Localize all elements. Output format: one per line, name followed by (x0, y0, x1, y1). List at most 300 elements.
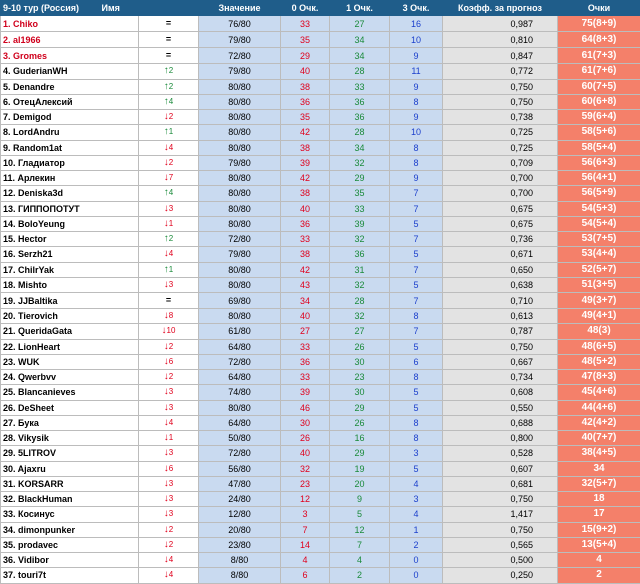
arrow-down-icon: ↓ (164, 417, 169, 428)
table-row (1, 186, 640, 201)
value-cell: 20/80 (199, 522, 281, 537)
value-cell: 8/80 (199, 553, 281, 568)
rank-change-amount: 1 (169, 127, 173, 136)
score-cell: 47(8+3) (558, 370, 640, 385)
score-cell: 61(7+3) (558, 48, 640, 64)
three-points-cell: 5 (390, 277, 443, 292)
table-row (1, 553, 640, 568)
table-row (1, 110, 640, 125)
three-points-cell: 5 (390, 216, 443, 231)
coefficient-cell: 0,681 (443, 476, 558, 491)
arrow-down-icon: ↓ (164, 218, 169, 229)
rank-change-amount: 3 (169, 448, 173, 457)
equal-sign: = (166, 34, 171, 44)
player-name: 12. Deniska3d (1, 186, 139, 201)
rank-change (139, 461, 199, 476)
rank-change (139, 507, 199, 522)
player-name: 33. Косинус (1, 507, 139, 522)
value-cell: 80/80 (199, 110, 281, 125)
rank-change (139, 32, 199, 48)
player-name: 11. Арлекин (1, 171, 139, 186)
rank-change (139, 537, 199, 552)
rank-change (139, 277, 199, 292)
rank-change-amount: 4 (169, 188, 173, 197)
one-point-cell: 28 (330, 64, 390, 79)
three-points-cell: 7 (390, 293, 443, 309)
score-cell: 54(5+4) (558, 216, 640, 231)
zero-points-cell: 38 (281, 79, 330, 94)
three-points-cell: 5 (390, 461, 443, 476)
rank-change-amount: 3 (169, 280, 173, 289)
table-row (1, 201, 640, 216)
rank-change-amount: 8 (169, 311, 173, 320)
zero-points-cell: 23 (281, 476, 330, 491)
value-cell: 80/80 (199, 94, 281, 109)
arrow-down-icon: ↓ (164, 569, 169, 580)
rank-change-amount: 2 (169, 158, 173, 167)
zero-points-cell: 32 (281, 461, 330, 476)
player-name: 1. Chiko (1, 16, 139, 32)
one-point-cell: 33 (330, 201, 390, 216)
three-points-cell: 8 (390, 415, 443, 430)
zero-points-cell: 30 (281, 415, 330, 430)
score-cell: 17 (558, 507, 640, 522)
one-point-cell: 32 (330, 232, 390, 247)
player-name: 17. ChilrYak (1, 262, 139, 277)
player-name: 30. Ajaxru (1, 461, 139, 476)
rank-change-amount: 2 (169, 372, 173, 381)
arrow-down-icon: ↓ (164, 386, 169, 397)
score-cell: 2 (558, 568, 640, 583)
three-points-cell: 5 (390, 385, 443, 400)
equal-sign: = (166, 18, 171, 28)
arrow-down-icon: ↓ (164, 539, 169, 550)
zero-points-cell: 36 (281, 354, 330, 369)
score-cell: 38(4+5) (558, 446, 640, 461)
coefficient-cell: 0,736 (443, 232, 558, 247)
player-name: 32. BlackHuman (1, 492, 139, 507)
player-name: 6. ОтецАлексий (1, 94, 139, 109)
table-row (1, 476, 640, 491)
three-points-cell: 8 (390, 94, 443, 109)
coefficient-cell: 0,710 (443, 293, 558, 309)
header-row (1, 1, 640, 16)
one-point-cell: 39 (330, 216, 390, 231)
arrow-down-icon: ↓ (164, 447, 169, 458)
arrow-down-icon: ↓ (164, 478, 169, 489)
player-name: 26. DeSheet (1, 400, 139, 415)
table-row (1, 400, 640, 415)
rank-change (139, 476, 199, 491)
rank-change-amount: 1 (169, 433, 173, 442)
score-cell: 56(5+9) (558, 186, 640, 201)
zero-points-cell: 36 (281, 216, 330, 231)
arrow-down-icon: ↓ (164, 248, 169, 259)
rank-change (139, 522, 199, 537)
three-points-column-header: 3 Очк. (390, 1, 443, 16)
score-cell: 45(4+6) (558, 385, 640, 400)
score-cell: 56(4+1) (558, 171, 640, 186)
score-cell: 53(7+5) (558, 232, 640, 247)
score-cell: 60(6+8) (558, 94, 640, 109)
coefficient-cell: 0,847 (443, 48, 558, 64)
player-name: 8. LordAndru (1, 125, 139, 140)
coefficient-cell: 0,800 (443, 431, 558, 446)
arrow-down-icon: ↓ (164, 279, 169, 290)
value-cell: 72/80 (199, 48, 281, 64)
arrow-down-icon: ↓ (164, 142, 169, 153)
three-points-cell: 7 (390, 186, 443, 201)
player-name: 36. Vidibor (1, 553, 139, 568)
rank-change-amount: 2 (169, 525, 173, 534)
player-name: 15. Hector (1, 232, 139, 247)
one-point-cell: 9 (330, 492, 390, 507)
arrow-down-icon: ↓ (164, 341, 169, 352)
coefficient-cell: 1,417 (443, 507, 558, 522)
player-name: 16. Serzh21 (1, 247, 139, 262)
rank-change (139, 216, 199, 231)
zero-points-cell: 38 (281, 140, 330, 155)
three-points-cell: 9 (390, 171, 443, 186)
player-name: 35. prodavec (1, 537, 139, 552)
player-name: 21. QueridaGata (1, 324, 139, 339)
one-point-cell: 5 (330, 507, 390, 522)
coefficient-cell: 0,750 (443, 522, 558, 537)
rank-change (139, 568, 199, 583)
three-points-cell: 8 (390, 309, 443, 324)
three-points-cell: 16 (390, 16, 443, 32)
rank-change (139, 155, 199, 170)
rank-change (139, 110, 199, 125)
rank-change (139, 492, 199, 507)
value-cell: 8/80 (199, 568, 281, 583)
table-row (1, 48, 640, 64)
coefficient-cell: 0,638 (443, 277, 558, 292)
table-row (1, 339, 640, 354)
rank-change-amount: 3 (169, 403, 173, 412)
three-points-cell: 10 (390, 125, 443, 140)
player-name: 10. Гладиатор (1, 155, 139, 170)
one-point-cell: 36 (330, 94, 390, 109)
player-name: 28. Vikysik (1, 431, 139, 446)
zero-points-cell: 39 (281, 155, 330, 170)
rank-change-amount: 4 (169, 418, 173, 427)
rank-change (139, 309, 199, 324)
value-cell: 12/80 (199, 507, 281, 522)
value-cell: 74/80 (199, 385, 281, 400)
name-column-header: Имя (102, 3, 120, 13)
coefficient-cell: 0,667 (443, 354, 558, 369)
arrow-down-icon: ↓ (164, 524, 169, 535)
one-point-cell: 20 (330, 476, 390, 491)
score-cell: 18 (558, 492, 640, 507)
rank-change-amount: 10 (167, 326, 176, 335)
zero-points-cell: 40 (281, 201, 330, 216)
score-cell: 34 (558, 461, 640, 476)
table-row (1, 537, 640, 552)
score-cell: 51(3+5) (558, 277, 640, 292)
one-point-cell: 23 (330, 370, 390, 385)
rank-change (139, 370, 199, 385)
three-points-cell: 11 (390, 64, 443, 79)
coefficient-cell: 0,671 (443, 247, 558, 262)
three-points-cell: 8 (390, 431, 443, 446)
player-name: 27. Бука (1, 415, 139, 430)
three-points-cell: 7 (390, 201, 443, 216)
score-cell: 60(7+5) (558, 79, 640, 94)
score-cell: 32(5+7) (558, 476, 640, 491)
value-cell: 80/80 (199, 201, 281, 216)
arrow-down-icon: ↓ (164, 463, 169, 474)
table-row (1, 79, 640, 94)
round-title: 9-10 тур (Россия) (3, 3, 79, 13)
zero-points-cell: 42 (281, 125, 330, 140)
arrow-down-icon: ↓ (164, 310, 169, 321)
zero-points-cell: 35 (281, 32, 330, 48)
one-point-cell: 29 (330, 400, 390, 415)
score-cell: 48(5+2) (558, 354, 640, 369)
zero-points-cell: 42 (281, 262, 330, 277)
value-cell: 80/80 (199, 186, 281, 201)
table-row (1, 247, 640, 262)
one-point-cell: 12 (330, 522, 390, 537)
arrow-down-icon: ↓ (164, 371, 169, 382)
arrow-down-icon: ↓ (164, 493, 169, 504)
zero-points-cell: 3 (281, 507, 330, 522)
table-row (1, 522, 640, 537)
score-cell: 42(4+2) (558, 415, 640, 430)
equal-sign: = (166, 295, 171, 305)
coefficient-cell: 0,608 (443, 385, 558, 400)
zero-points-cell: 34 (281, 293, 330, 309)
player-name: 7. Demigod (1, 110, 139, 125)
coefficient-cell: 0,675 (443, 216, 558, 231)
coefficient-column-header: Коэфф. за прогноз (443, 1, 558, 16)
rank-change (139, 324, 199, 339)
arrow-down-icon: ↓ (164, 432, 169, 443)
score-cell: 58(5+4) (558, 140, 640, 155)
three-points-cell: 3 (390, 446, 443, 461)
rank-change-amount: 2 (169, 66, 173, 75)
zero-points-cell: 33 (281, 370, 330, 385)
value-cell: 80/80 (199, 216, 281, 231)
value-column-header: Значение (199, 1, 281, 16)
rank-change (139, 232, 199, 247)
arrow-up-icon: ↑ (164, 96, 169, 107)
three-points-cell: 1 (390, 522, 443, 537)
table-row (1, 16, 640, 32)
value-cell: 64/80 (199, 415, 281, 430)
player-name: 29. 5LITROV (1, 446, 139, 461)
table-row (1, 125, 640, 140)
one-point-cell: 2 (330, 568, 390, 583)
coefficient-cell: 0,709 (443, 155, 558, 170)
coefficient-cell: 0,650 (443, 262, 558, 277)
value-cell: 80/80 (199, 262, 281, 277)
rank-change-amount: 1 (169, 219, 173, 228)
coefficient-cell: 0,725 (443, 125, 558, 140)
score-cell: 75(8+9) (558, 16, 640, 32)
value-cell: 61/80 (199, 324, 281, 339)
three-points-cell: 8 (390, 155, 443, 170)
score-cell: 4 (558, 553, 640, 568)
three-points-cell: 9 (390, 48, 443, 64)
value-cell: 80/80 (199, 171, 281, 186)
score-cell: 56(6+3) (558, 155, 640, 170)
score-cell: 61(7+6) (558, 64, 640, 79)
three-points-cell: 7 (390, 324, 443, 339)
value-cell: 47/80 (199, 476, 281, 491)
arrow-up-icon: ↑ (164, 264, 169, 275)
table-row (1, 370, 640, 385)
one-point-cell: 30 (330, 385, 390, 400)
rank-change (139, 553, 199, 568)
arrow-up-icon: ↑ (164, 81, 169, 92)
one-point-cell: 34 (330, 32, 390, 48)
coefficient-cell: 0,772 (443, 64, 558, 79)
rank-change-amount: 2 (169, 342, 173, 351)
table-row (1, 309, 640, 324)
coefficient-cell: 0,613 (443, 309, 558, 324)
one-point-cell: 7 (330, 537, 390, 552)
zero-points-cell: 33 (281, 232, 330, 247)
rank-change (139, 293, 199, 309)
rank-change-amount: 3 (169, 479, 173, 488)
one-point-cell: 31 (330, 262, 390, 277)
rank-change (139, 385, 199, 400)
zero-points-cell: 33 (281, 339, 330, 354)
player-name: 24. Qwerbvv (1, 370, 139, 385)
one-point-cell: 32 (330, 309, 390, 324)
three-points-cell: 4 (390, 476, 443, 491)
table-row (1, 492, 640, 507)
value-cell: 80/80 (199, 400, 281, 415)
one-point-cell: 34 (330, 48, 390, 64)
rank-change-amount: 7 (169, 173, 173, 182)
rank-change (139, 140, 199, 155)
value-cell: 69/80 (199, 293, 281, 309)
value-cell: 80/80 (199, 125, 281, 140)
value-cell: 64/80 (199, 339, 281, 354)
one-point-cell: 36 (330, 110, 390, 125)
rank-change-amount: 4 (169, 97, 173, 106)
player-name: 14. BoloYeung (1, 216, 139, 231)
three-points-cell: 5 (390, 247, 443, 262)
three-points-cell: 4 (390, 507, 443, 522)
score-cell: 54(5+3) (558, 201, 640, 216)
one-point-cell: 35 (330, 186, 390, 201)
value-cell: 80/80 (199, 140, 281, 155)
table-row (1, 32, 640, 48)
rank-change (139, 94, 199, 109)
table-row (1, 64, 640, 79)
player-name: 2. al1966 (1, 32, 139, 48)
table-row (1, 568, 640, 583)
rank-change (139, 446, 199, 461)
value-cell: 50/80 (199, 431, 281, 446)
player-name: 19. JJBaltika (1, 293, 139, 309)
table-row (1, 140, 640, 155)
table-row (1, 461, 640, 476)
coefficient-cell: 0,550 (443, 400, 558, 415)
one-point-cell: 4 (330, 553, 390, 568)
three-points-cell: 3 (390, 492, 443, 507)
table-row (1, 507, 640, 522)
rank-change-amount: 6 (169, 357, 173, 366)
table-row (1, 415, 640, 430)
rank-change-amount: 6 (169, 464, 173, 473)
value-cell: 72/80 (199, 232, 281, 247)
one-point-cell: 28 (330, 293, 390, 309)
one-point-cell: 33 (330, 79, 390, 94)
rank-change-amount: 4 (169, 143, 173, 152)
zero-points-cell: 36 (281, 94, 330, 109)
player-name: 34. dimonpunker (1, 522, 139, 537)
score-cell: 40(7+7) (558, 431, 640, 446)
zero-points-cell: 40 (281, 446, 330, 461)
table-row (1, 324, 640, 339)
rank-change (139, 48, 199, 64)
rank-change (139, 262, 199, 277)
rank-change-amount: 1 (169, 265, 173, 274)
zero-points-cell: 27 (281, 324, 330, 339)
coefficient-cell: 0,750 (443, 339, 558, 354)
zero-points-cell: 38 (281, 247, 330, 262)
coefficient-cell: 0,725 (443, 140, 558, 155)
rank-change (139, 125, 199, 140)
equal-sign: = (166, 50, 171, 60)
rank-change (139, 400, 199, 415)
one-point-cell: 26 (330, 339, 390, 354)
coefficient-cell: 0,528 (443, 446, 558, 461)
table-row (1, 385, 640, 400)
coefficient-cell: 0,565 (443, 537, 558, 552)
coefficient-cell: 0,750 (443, 79, 558, 94)
rank-change-amount: 2 (169, 112, 173, 121)
score-cell: 53(4+4) (558, 247, 640, 262)
coefficient-cell: 0,688 (443, 415, 558, 430)
coefficient-cell: 0,987 (443, 16, 558, 32)
score-cell: 64(8+3) (558, 32, 640, 48)
value-cell: 80/80 (199, 277, 281, 292)
player-name: 23. WUK (1, 354, 139, 369)
round-title-header (1, 1, 139, 16)
one-point-cell: 16 (330, 431, 390, 446)
coefficient-cell: 0,734 (443, 370, 558, 385)
rank-change (139, 415, 199, 430)
arrow-down-icon: ↓ (164, 356, 169, 367)
zero-points-cell: 12 (281, 492, 330, 507)
three-points-cell: 0 (390, 553, 443, 568)
player-name: 18. Mishto (1, 277, 139, 292)
player-name: 37. touri7t (1, 568, 139, 583)
rank-change-amount: 3 (169, 509, 173, 518)
one-point-cell: 27 (330, 16, 390, 32)
zero-points-cell: 7 (281, 522, 330, 537)
player-name: 5. Denandre (1, 79, 139, 94)
score-cell: 52(5+7) (558, 262, 640, 277)
one-point-cell: 32 (330, 277, 390, 292)
rank-change-amount: 2 (169, 540, 173, 549)
table-row (1, 446, 640, 461)
three-points-cell: 5 (390, 400, 443, 415)
three-points-cell: 0 (390, 568, 443, 583)
rank-change-amount: 2 (169, 82, 173, 91)
table-row (1, 354, 640, 369)
zero-points-cell: 4 (281, 553, 330, 568)
zero-points-cell: 38 (281, 186, 330, 201)
one-point-cell: 27 (330, 324, 390, 339)
